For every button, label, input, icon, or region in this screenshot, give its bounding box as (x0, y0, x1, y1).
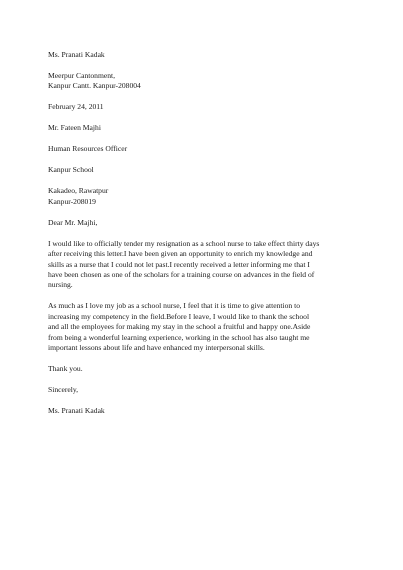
spacer (48, 374, 358, 385)
spacer (48, 395, 358, 406)
recipient-title: Human Resources Officer (48, 144, 128, 154)
sender-address-line: Meerpur Cantonment, (48, 71, 116, 80)
spacer (48, 176, 358, 187)
spacer (48, 155, 358, 166)
closing: Sincerely, (48, 385, 79, 395)
paragraph-line: nursing. (48, 280, 73, 290)
spacer (48, 92, 358, 103)
recipient-name: Mr. Fateen Majhi (48, 123, 101, 133)
paragraph-line: after receiving this letter.I have been given an opportunity to enrich my knowledge and (48, 249, 313, 259)
spacer (48, 291, 358, 302)
recipient-org: Kanpur School (48, 165, 94, 175)
paragraph-line: important lessons about life and have enhanced my interpersonal skills. (48, 343, 265, 353)
salutation: Dear Mr. Majhi, (48, 217, 98, 227)
thanks-line: Thank you. (48, 364, 83, 374)
sender-name: Ms. Pranati Kadak (48, 50, 105, 59)
paragraph-line: increasing my competency in the field.Before I leave, I would like to thank the school (48, 311, 310, 321)
letter-date: February 24, 2011 (48, 102, 104, 112)
spacer (48, 228, 358, 239)
recipient-address-line: Kakadeo, Rawatpur (48, 186, 109, 196)
paragraph-line: I would like to officially tender my resignation as a school nurse to take effect thirty days (48, 238, 320, 248)
spacer (48, 113, 358, 124)
paragraph-line: skills as a nurse that I could not let past.I recently received a letter informing me that I (48, 259, 310, 269)
recipient-address-line: Kanpur-208019 (48, 196, 96, 206)
paragraph-line: and all the employees for making my stay in the school a fruitful and happy one.Aside (48, 322, 311, 332)
spacer (48, 207, 358, 218)
paragraph-gratitude (48, 301, 358, 353)
spacer (48, 134, 358, 145)
paragraph-line: have been chosen as one of the scholars for a training course on advances in the field of (48, 270, 315, 280)
sender-address (48, 71, 358, 92)
paragraph-line: As much as I love my job as a school nurse, I feel that it is time to give attention to (48, 301, 301, 311)
sender-address-line: Kanpur Cantt. Kanpur-208004 (48, 81, 141, 91)
paragraph-line: from being a wonderful learning experience, working in the school has also taught me (48, 332, 310, 342)
paragraph-resignation (48, 239, 358, 291)
recipient-address (48, 186, 358, 207)
letter-body (48, 50, 358, 416)
signature-name: Ms. Pranati Kadak (48, 406, 105, 416)
spacer (48, 60, 358, 71)
spacer (48, 353, 358, 364)
